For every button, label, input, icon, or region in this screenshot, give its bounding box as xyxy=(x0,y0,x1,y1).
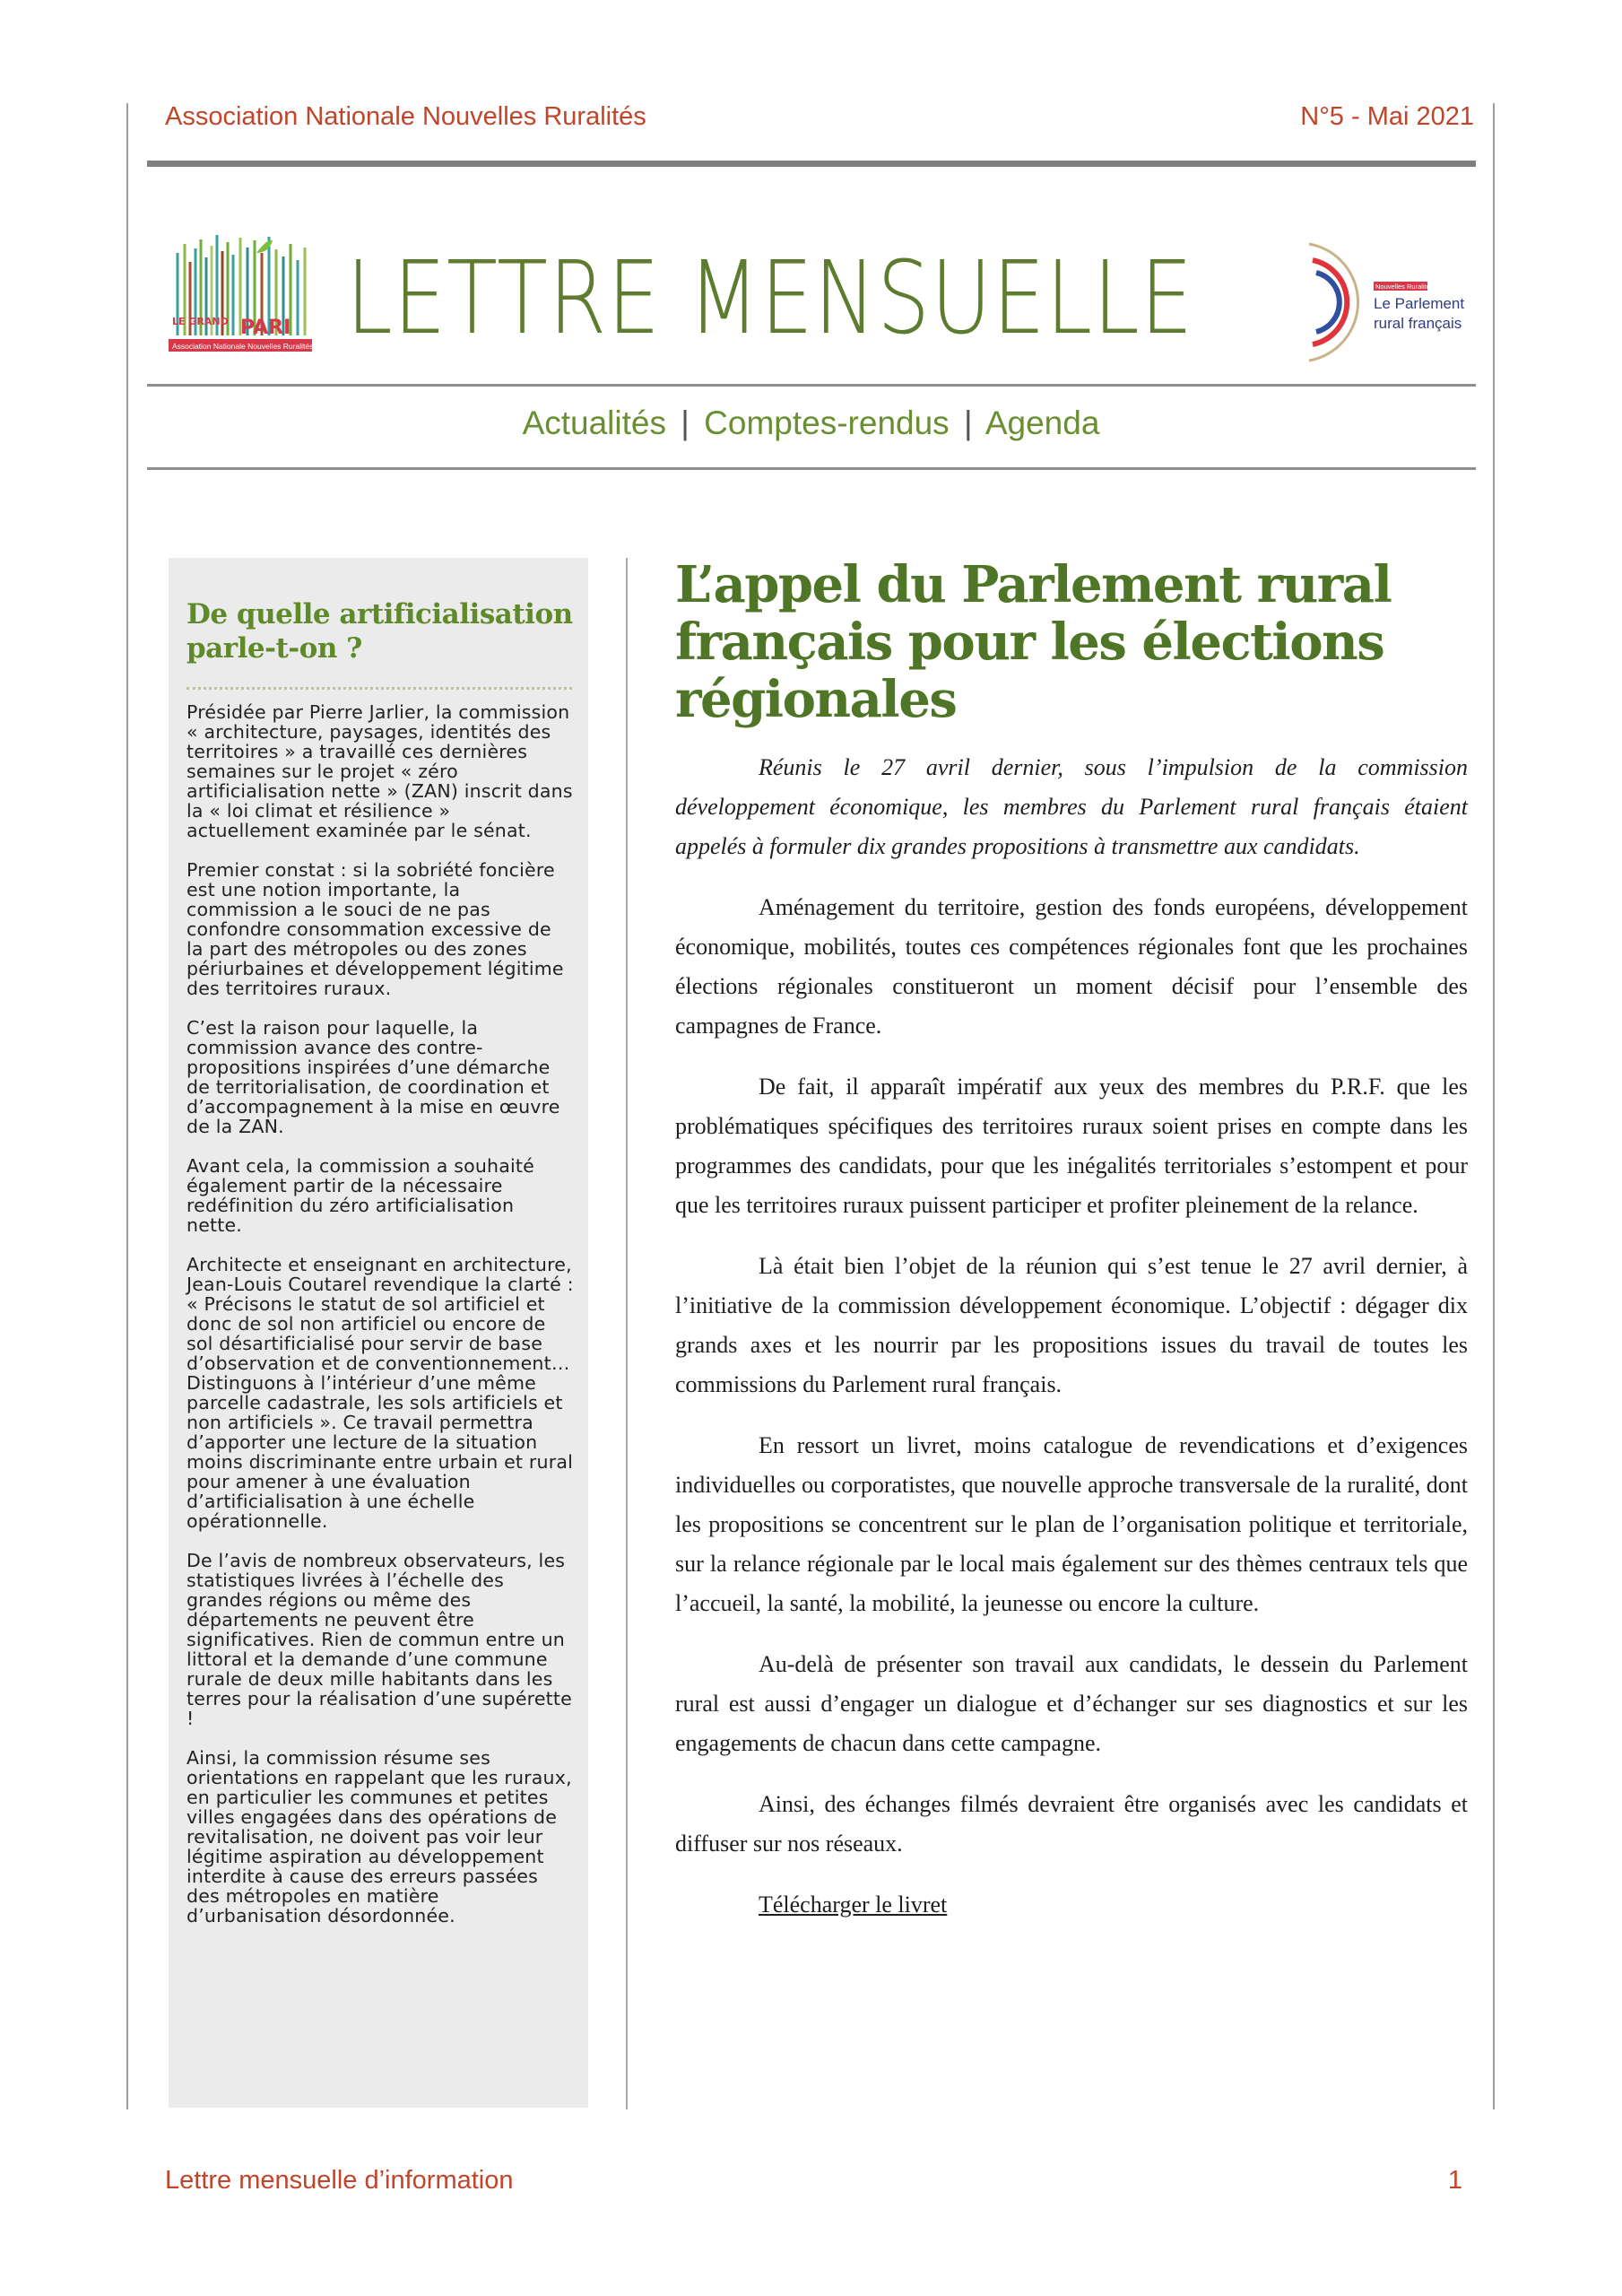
le-grand-pari-logo xyxy=(169,235,317,359)
nav-agenda[interactable]: Agenda xyxy=(984,404,1100,441)
svg-text:LE GRAND: LE GRAND xyxy=(172,316,229,327)
sidebar-paragraph: De l’avis de nombreux observateurs, les statistiques livrées à l’échelle des grandes régions ou même des départements ne peuvent être significatives. Rien de commun entre un littoral et la demande d’une commune rurale de deux mille habitants dans les terres pour la réalisation d’une supérette ! xyxy=(186,1550,572,1729)
section-nav xyxy=(0,404,1622,443)
sidebar-paragraph: C’est la raison pour laquelle, la commission avance des contre-propositions inspirées d’une démarche de territorialisation, de coordination et d’accompagnement à la mise en œuvre de la ZAN. xyxy=(186,1017,560,1137)
parlement-rural-logo xyxy=(1300,235,1479,370)
header-rule xyxy=(147,161,1476,167)
dotted-divider xyxy=(186,687,572,690)
article-paragraph: Aménagement du territoire, gestion des fonds européens, développement économique, mobilités, toutes ces compétences régionales font que les prochaines élections régionales constitueront un moment décisif pour l’ensemble des campagnes de France. xyxy=(675,894,1468,1039)
svg-text:PARI: PARI xyxy=(240,317,291,339)
tricolor-arcs-icon xyxy=(1300,235,1479,370)
article-paragraph: Là était bien l’objet de la réunion qui s’est tenue le 27 avril dernier, à l’initiative de la commission développement économique. L’objectif : dégager dix grands axes et les nourrir par les propositions issues du travail de toutes les commissions du Parlement rural français. xyxy=(675,1253,1468,1397)
footer-label: Lettre mensuelle d’information xyxy=(165,2166,514,2195)
masthead-rule-bottom xyxy=(147,384,1476,387)
nav-comptes-rendus[interactable]: Comptes-rendus xyxy=(704,404,950,441)
masthead-title: LETTRE MENSUELLE xyxy=(346,240,1194,357)
sidebar-box xyxy=(169,558,588,2108)
article-paragraph: De fait, il apparaît impératif aux yeux des membres du P.R.F. que les problématiques spécifiques des territoires ruraux soient prises en compte dans les programmes des candidats, pour que les inégalités territoriales s’estompent et pour que les territoires ruraux puissent participer et profiter pleinement de la relance. xyxy=(675,1074,1468,1218)
article-intro: Réunis le 27 avril dernier, sous l’impulsion de la commission développement économique, les membres du Parlement rural français étaient appelés à formuler dix grandes propositions à transmettre aux candidats. xyxy=(675,754,1468,859)
sidebar-paragraph: Premier constat : si la sobriété foncière est une notion importante, la commission a le souci de ne pas confondre consommation excessive de la part des métropoles ou des zones périurbaines et développement légitime des territoires ruraux. xyxy=(186,859,564,999)
nav-separator: | xyxy=(681,404,690,441)
article-paragraph: Au-delà de présenter son travail aux candidats, le dessein du Parlement rural est aussi d’engager un dialogue et d’échanger sur ses diagnostics et sur les engagements de chacun dans cette campagne. xyxy=(675,1651,1468,1756)
sidebar-paragraph: Avant cela, la commission a souhaité également partir de la nécessaire redéfinition du zéro artificialisation nette. xyxy=(186,1155,534,1236)
svg-text:Association Nationale Nouvelle: Association Nationale Nouvelles Ruralités xyxy=(172,342,314,351)
svg-text:rural français: rural français xyxy=(1374,315,1462,332)
organization-name: Association Nationale Nouvelles Ruralités xyxy=(165,102,646,131)
main-article xyxy=(675,556,1468,1925)
barcode-logo-graphic xyxy=(169,235,317,359)
nav-rule-bottom xyxy=(147,467,1476,470)
svg-text:Le Parlement: Le Parlement xyxy=(1374,295,1465,312)
sidebar-paragraph: Présidée par Pierre Jarlier, la commission « architecture, paysages, identités des territoires » a travaillé ces dernières semaines sur le projet « zéro artificialisation nette » (ZAN) inscrit dans la « loi climat et résilience » actuellement examinée par le sénat. xyxy=(186,701,573,841)
article-paragraph: En ressort un livret, moins catalogue de revendications et d’exigences individuelles ou corporatistes, que nouvelle approche transversale de la ruralité, dont les propositions se concentrent sur le plan de l’organisation politique et territoriale, sur la relance régionale par le local mais également sur des thèmes centraux tels que l’accueil, la santé, la mobilité, la jeunesse ou encore la culture. xyxy=(675,1432,1468,1616)
download-row xyxy=(675,1885,1468,1925)
sidebar-title: De quelle artificialisation parle-t-on ? xyxy=(186,598,573,665)
download-booklet-link[interactable]: Télécharger le livret xyxy=(759,1892,948,1918)
issue-date: N°5 - Mai 2021 xyxy=(1300,102,1474,131)
svg-text:Nouvelles Ruralités: Nouvelles Ruralités xyxy=(1375,283,1434,291)
article-title: L’appel du Parlement rural français pour les élections régionales xyxy=(675,555,1392,729)
sidebar-paragraph: Architecte et enseignant en architecture, Jean-Louis Coutarel revendique la clarté : « Précisons le statut de sol artificiel et donc de sol non artificiel ou encore de sol désartificialisé pour servir de base d’observation et de conventionnement… Distinguons à l’intérieur d’une même parcelle cadastrale, les sols artificiels et non artificiels ». Ce travail permettra d’apporter une lecture de la situation moins discriminante entre urbain et rural pour amener à une évaluation d’artificialisation à une échelle opérationnelle. xyxy=(186,1254,574,1532)
article-paragraph: Ainsi, des échanges filmés devraient être organisés avec les candidats et diffuser sur nos réseaux. xyxy=(675,1791,1468,1857)
page-number: 1 xyxy=(1447,2166,1462,2195)
column-divider xyxy=(626,558,628,2109)
sidebar-paragraph: Ainsi, la commission résume ses orientations en rappelant que les ruraux, en particulier les communes et petites villes engagées dans des opérations de revitalisation, ne doivent pas voir leur légitime aspiration au développement interdite à cause des erreurs passées des métropoles en matière d’urbanisation désordonnée. xyxy=(186,1747,572,1926)
nav-separator: | xyxy=(963,404,973,441)
nav-actualites[interactable]: Actualités xyxy=(522,404,666,441)
